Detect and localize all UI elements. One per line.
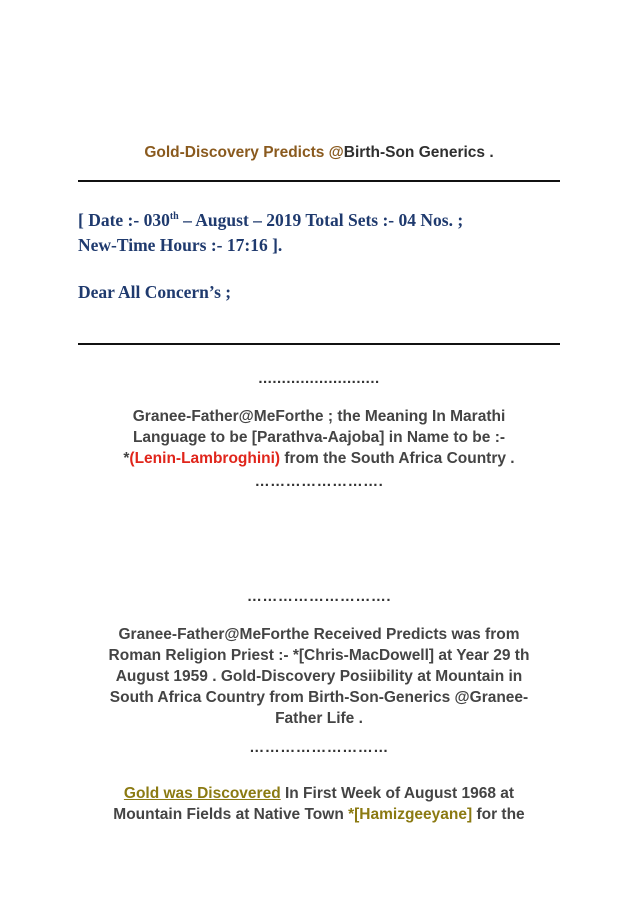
- paragraph-2: [78, 624, 560, 729]
- lenin-lambroghini-name: (Lenin-Lambroghini): [129, 450, 281, 467]
- dots-separator-3: ……………………….: [246, 588, 392, 605]
- paragraph-3-line-1-rest: In First Week of August 1968 at: [280, 785, 515, 802]
- paragraph-1-line-3: [78, 448, 560, 469]
- greeting: Dear All Concern’s ;: [78, 282, 232, 302]
- gold-discovered-link[interactable]: Gold was Discovered: [123, 785, 281, 802]
- paragraph-1-line-1: Granee-Father@MeForthe ; the Meaning In Marathi: [132, 408, 506, 425]
- dots-separator-2: …………………….: [254, 473, 384, 490]
- dots-separator-1: ..........................: [258, 370, 380, 387]
- document-title: [78, 144, 560, 162]
- dots-separator-4: ………………………: [249, 739, 389, 756]
- paragraph-3-line-2-rest: for the: [472, 806, 525, 823]
- title-part-1: Gold-Discovery Predicts @: [144, 144, 344, 161]
- paragraph-2-line-4: South Africa Country from Birth-Son-Generics @Granee-: [109, 689, 529, 706]
- paragraph-1: [78, 406, 560, 469]
- paragraph-2-line-3: August 1959 . Gold-Discovery Posiibility at Mountain in: [115, 668, 523, 685]
- date-text: [ Date :- 030: [78, 210, 170, 230]
- paragraph-3-line-1: [78, 783, 560, 804]
- paragraph-1-line-2: Language to be [Parathva-Aajoba] in Name to be :-: [132, 429, 506, 446]
- paragraph-2-line-5: Father Life .: [275, 710, 363, 727]
- hamizgeeyane-name: *[Hamizgeeyane]: [348, 806, 473, 823]
- title-part-2: Birth-Son Generics .: [343, 144, 494, 161]
- asterisk: *: [123, 450, 130, 467]
- divider-top: [78, 180, 560, 182]
- date-sets-text: – August – 2019 Total Sets :- 04 Nos. ;: [178, 210, 464, 230]
- paragraph-1-line-3-rest: from the South Africa Country .: [280, 450, 515, 467]
- date-suffix: th: [169, 211, 179, 223]
- paragraph-2-line-2: Roman Religion Priest :- *[Chris-MacDowell] at Year 29 th: [108, 647, 530, 664]
- paragraph-2-line-1: Granee-Father@MeForthe Received Predicts was from: [118, 626, 520, 643]
- time-line: New-Time Hours :- 17:16 ].: [78, 235, 283, 255]
- paragraph-3-line-2-start: Mountain Fields at Native Town: [113, 806, 349, 823]
- divider-middle: [78, 343, 560, 345]
- paragraph-3-line-2: [78, 804, 560, 825]
- date-line: [78, 208, 568, 233]
- paragraph-3: [78, 783, 560, 825]
